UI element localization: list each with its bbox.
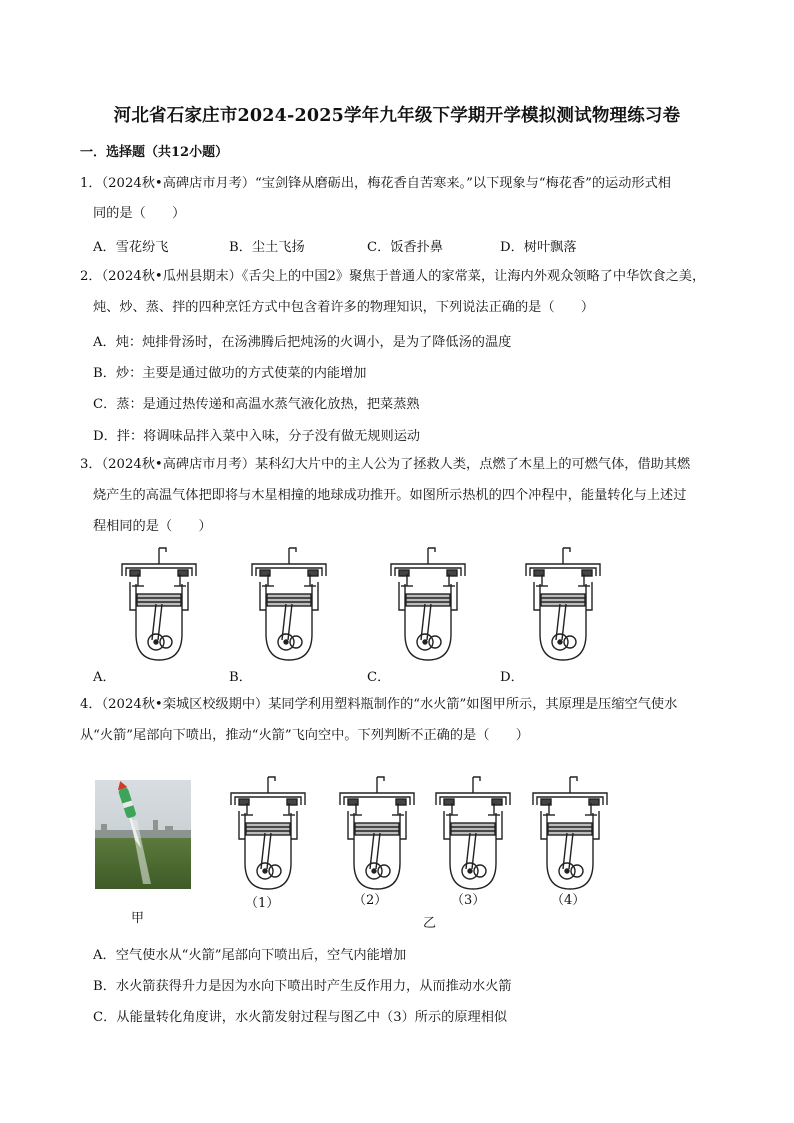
engine-diagram-1 <box>225 775 311 895</box>
q3-stem-line1: 3．（2024秋•高碑店市月考）某科幻大片中的主人公为了拯救人类，点燃了木星上的可燃气体，借助其燃 <box>80 457 691 472</box>
photo-caption: 甲 <box>131 911 145 926</box>
q4-stem-line1: 4．（2024秋•栾城区校级期中）某同学利用塑料瓶制作的“水火箭”如图甲所示，其原理是压缩空气使水 <box>80 697 678 712</box>
engine-label-2: （2） <box>353 893 388 908</box>
q2-option-c: C．蒸：是通过热传递和高温水蒸气液化放热，把菜蒸熟 <box>93 397 420 412</box>
engine-label-4: （4） <box>551 893 586 908</box>
q1-option-d: D．树叶飘落 <box>500 240 577 255</box>
q1-stem-line2: 同的是（ ） <box>93 206 186 221</box>
page-title: 河北省石家庄市2024-2025学年九年级下学期开学模拟测试物理练习卷 <box>113 106 681 126</box>
water-rocket-photo <box>95 780 191 889</box>
q1-option-b: B．尘土飞扬 <box>229 240 305 255</box>
q3-stem-line3: 程相同的是（ ） <box>93 519 212 534</box>
engine-diagram-3 <box>430 775 516 895</box>
q3-option-d: D． <box>500 670 524 685</box>
q1-option-c: C．饭香扑鼻 <box>367 240 444 255</box>
engine-diagram-4 <box>527 775 613 895</box>
engine-diagram-c <box>385 546 471 666</box>
section-heading: 一．选择题（共12小题） <box>80 145 229 160</box>
engine-label-1: （1） <box>245 896 280 911</box>
figure-caption: 乙 <box>423 916 437 931</box>
q4-option-c: C．从能量转化角度讲，水火箭发射过程与图乙中（3）所示的原理相似 <box>93 1010 508 1025</box>
engine-label-3: （3） <box>451 893 486 908</box>
engine-diagram-d <box>520 546 606 666</box>
engine-diagram-2 <box>334 775 420 895</box>
q3-option-c: C． <box>367 670 391 685</box>
q2-option-b: B．炒：主要是通过做功的方式使菜的内能增加 <box>93 366 367 381</box>
q3-option-b: B． <box>229 670 252 685</box>
q3-stem-line2: 烧产生的高温气体把即将与木星相撞的地球成功推开。如图所示热机的四个冲程中，能量转化与上述过 <box>93 488 687 503</box>
q2-stem-line2: 炖、炒、蒸、拌的四种烹饪方式中包含着许多的物理知识，下列说法正确的是（ ） <box>93 300 595 315</box>
q1-option-a: A．雪花纷飞 <box>93 240 169 255</box>
q2-option-d: D．拌：将调味品拌入菜中入味，分子没有做无规则运动 <box>93 429 421 444</box>
engine-diagram-b <box>246 546 332 666</box>
q2-stem-line1: 2．（2024秋•瓜州县期末）《舌尖上的中国2》聚焦于普通人的家常菜，让海内外观众领略了中华饮食之美， <box>80 269 706 284</box>
q2-option-a: A．炖：炖排骨汤时，在汤沸腾后把炖汤的火调小，是为了降低汤的温度 <box>93 335 512 350</box>
q3-option-a: A． <box>93 670 116 685</box>
q4-option-a: A．空气使水从“火箭”尾部向下喷出后，空气内能增加 <box>93 948 407 963</box>
q4-stem-line2: 从“火箭”尾部向下喷出，推动“火箭”飞向空中。下列判断不正确的是（ ） <box>80 728 529 743</box>
engine-diagram-a <box>116 546 202 666</box>
q4-option-b: B．水火箭获得升力是因为水向下喷出时产生反作用力，从而推动水火箭 <box>93 979 512 994</box>
q1-stem-line1: 1．（2024秋•高碑店市月考）“宝剑锋从磨砺出，梅花香自苦寒来。”以下现象与“梅花香”的运动形式相 <box>80 176 671 191</box>
